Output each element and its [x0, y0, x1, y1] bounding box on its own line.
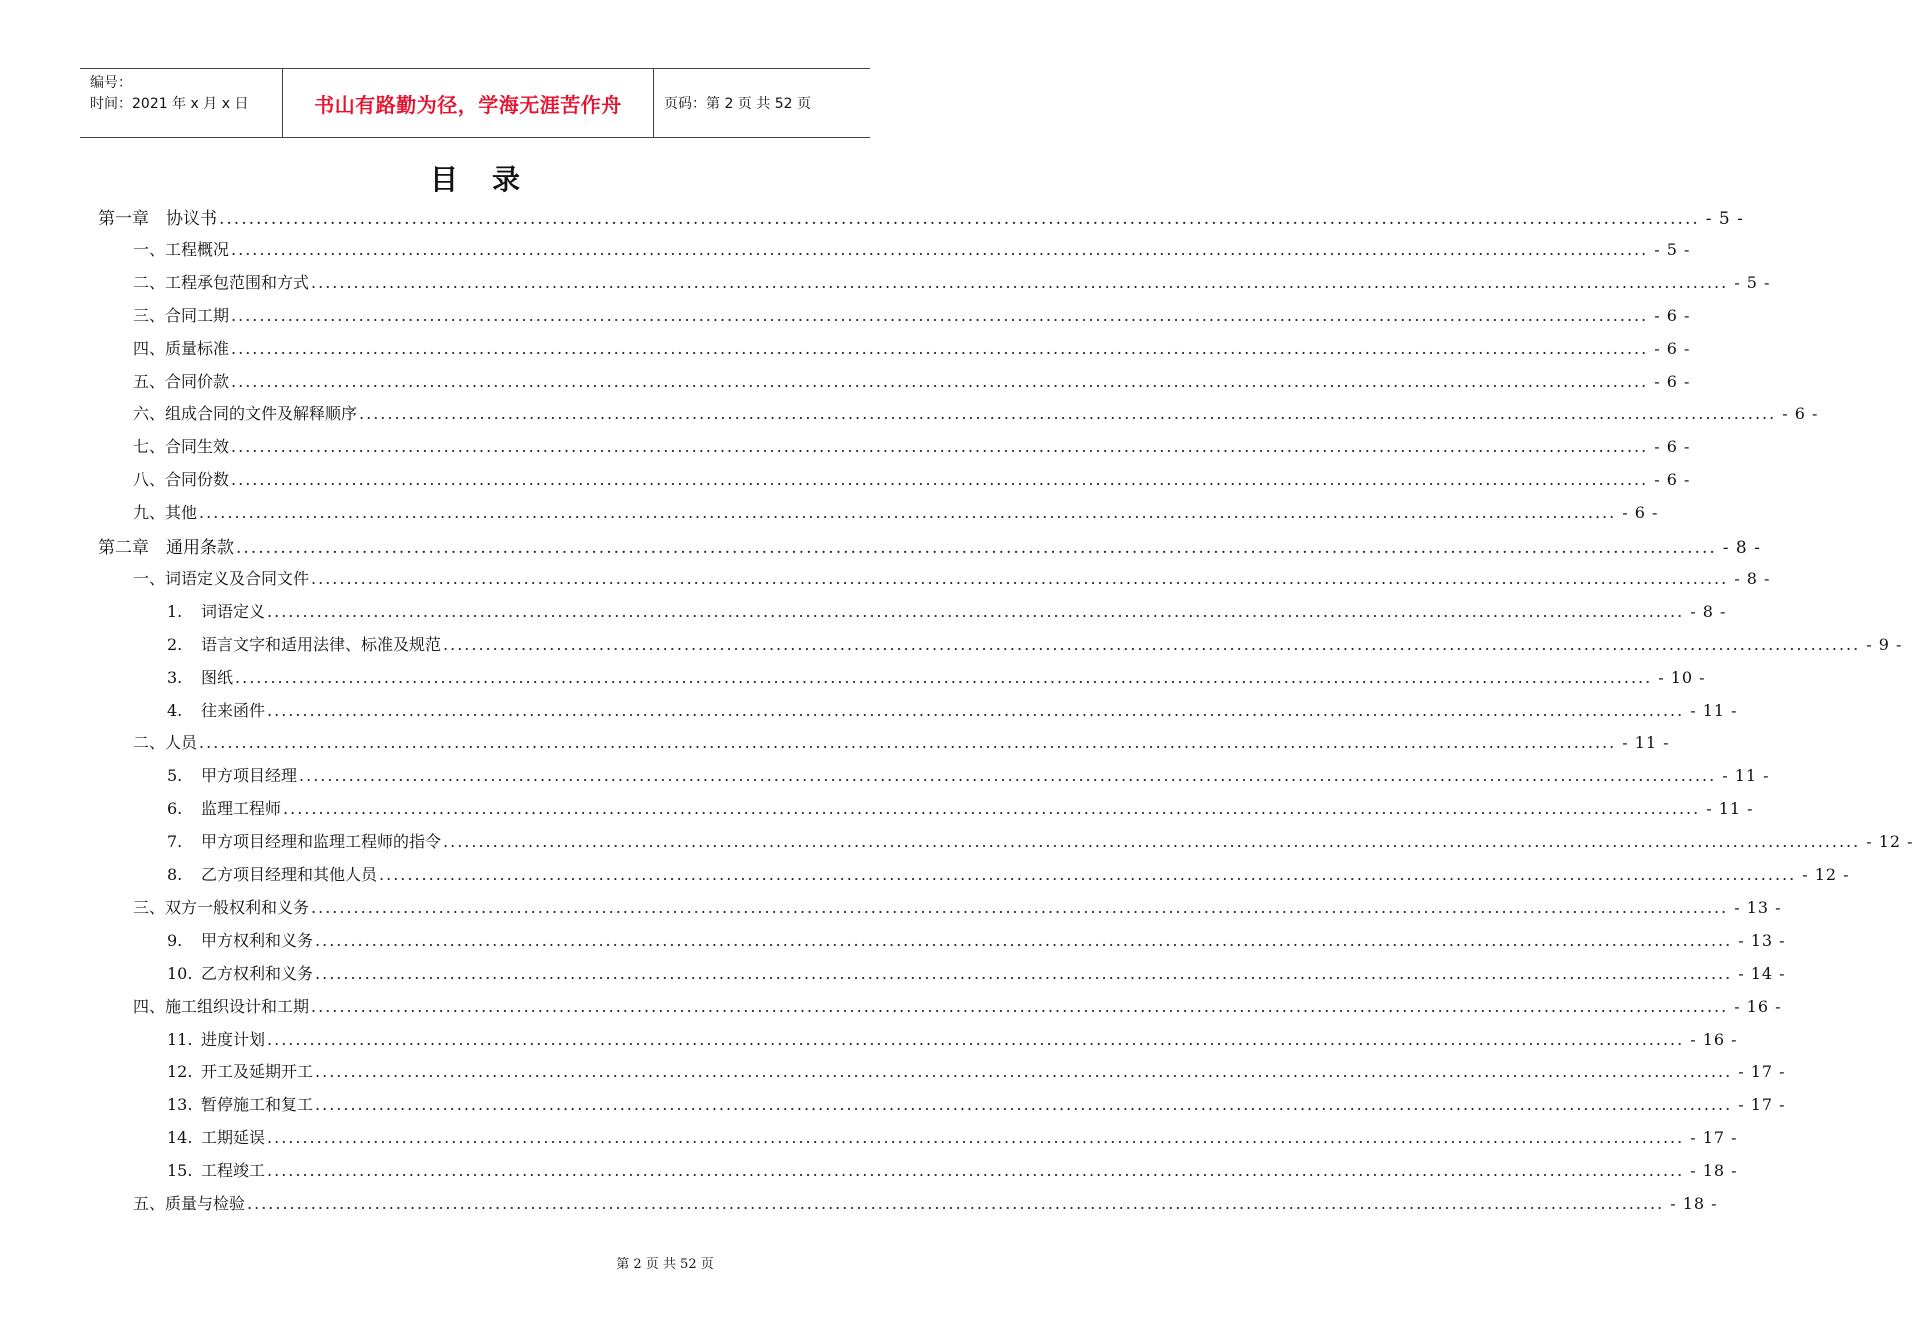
toc-entry-label — [133, 237, 229, 260]
toc-entry-label — [133, 730, 197, 753]
document-number-label: 编号： — [90, 75, 132, 91]
toc-leader-dots: ........................................................................................................................................................................................................ — [199, 503, 1617, 523]
toc-entry-title: 词语定义 — [201, 601, 266, 621]
toc-entry-title: 开工及延期开工 — [201, 1062, 314, 1082]
toc-entry-label — [133, 369, 229, 392]
toc-leader-dots: ........................................................................................................................................................................................................ — [443, 832, 1861, 852]
toc-leader-dots: ........................................................................................................................................................................................................ — [315, 1095, 1733, 1115]
toc-entry-page: - 13 - — [1734, 897, 1782, 917]
toc-entry[interactable] — [133, 270, 1771, 294]
toc-entry-number: 15. — [167, 1161, 193, 1181]
toc-entry-number: 10. — [167, 963, 193, 983]
toc-entry-page: - 18 - — [1670, 1194, 1718, 1213]
toc-leader-dots: ........................................................................................................................................................................................................ — [267, 1029, 1685, 1049]
toc-entry-page: - 12 - — [1866, 832, 1914, 852]
toc-entry-title: 工期延误 — [201, 1128, 266, 1148]
toc-entry[interactable] — [133, 895, 1782, 919]
toc-entry[interactable] — [167, 632, 1903, 656]
toc-entry-label — [167, 763, 297, 786]
toc-leader-dots: ........................................................................................................................................................................................................ — [267, 700, 1685, 720]
toc-entry-number: 1. — [167, 601, 183, 621]
toc-entry-title: 往来函件 — [201, 700, 266, 720]
toc-entry[interactable] — [133, 730, 1670, 754]
toc-entry-number: 4. — [167, 700, 183, 720]
toc-entry-label — [167, 1158, 265, 1181]
page-header — [80, 68, 870, 138]
toc-entry-page: - 11 - — [1706, 799, 1754, 819]
toc-leader-dots: ........................................................................................................................................................................................................ — [231, 437, 1649, 457]
toc-entry-title: 三、合同工期 — [133, 305, 230, 325]
toc-leader-dots: ........................................................................................................................................................................................................ — [231, 338, 1649, 358]
toc-leader-dots: ........................................................................................................................................................................................................ — [247, 1194, 1665, 1213]
toc-leader-dots: ........................................................................................................................................................................................................ — [315, 930, 1733, 950]
toc-entry-title: 四、施工组织设计和工期 — [133, 996, 310, 1016]
toc-leader-dots: ........................................................................................................................................................................................................ — [443, 634, 1861, 654]
toc-entry-title: 四、质量标准 — [133, 338, 230, 358]
toc-entry-page: - 6 - — [1654, 305, 1691, 325]
toc-entry-page: - 14 - — [1738, 963, 1786, 983]
toc-entry-label — [133, 566, 309, 589]
toc-entry-page: - 11 - — [1722, 766, 1770, 786]
toc-entry[interactable] — [167, 599, 1727, 623]
toc-entry[interactable] — [133, 237, 1691, 261]
toc-entry-label — [167, 599, 265, 622]
toc-entry-title: 暂停施工和复工 — [201, 1095, 314, 1115]
toc-entry-title: 五、质量与检验 — [133, 1194, 246, 1213]
toc-leader-dots: ........................................................................................................................................................................................................ — [283, 799, 1701, 819]
toc-leader-dots: ........................................................................................................................................................................................................ — [315, 1062, 1733, 1082]
toc-entry[interactable] — [133, 566, 1771, 590]
toc-entry-page: - 5 - — [1654, 239, 1691, 259]
toc-entry-page: - 16 - — [1690, 1029, 1738, 1049]
toc-entry-page: - 6 - — [1782, 404, 1819, 424]
toc-entry-number: 9. — [167, 930, 183, 950]
toc-leader-dots: ........................................................................................................................................................................................................ — [299, 766, 1717, 786]
toc-entry-number: 11. — [167, 1029, 193, 1049]
toc-entry-page: - 11 - — [1622, 733, 1670, 753]
toc-entry-page: - 6 - — [1654, 470, 1691, 490]
toc-entry-label — [133, 467, 229, 490]
header-meta — [80, 69, 282, 137]
toc-leader-dots: ........................................................................................................................................................................................................ — [231, 305, 1649, 325]
toc-leader-dots: ........................................................................................................................................................................................................ — [311, 272, 1729, 292]
toc-leader-dots: ........................................................................................................................................................................................................ — [311, 897, 1729, 917]
toc-leader-dots: ........................................................................................................................................................................................................ — [231, 470, 1649, 490]
toc-entry[interactable] — [167, 665, 1706, 689]
toc-entry-label — [133, 500, 197, 523]
toc-entry-page: - 12 - — [1802, 865, 1850, 884]
toc-entry-title: 乙方权利和义务 — [201, 963, 314, 983]
toc-entry-page: - 17 - — [1690, 1128, 1738, 1148]
toc-leader-dots: ........................................................................................................................................................................................................ — [236, 538, 1717, 558]
toc-entry-label — [167, 1092, 313, 1115]
toc-entry-label — [133, 270, 309, 293]
toc-entry-page: - 8 - — [1690, 601, 1727, 621]
toc-entry[interactable] — [167, 1059, 1786, 1083]
toc-entry[interactable] — [167, 1092, 1786, 1116]
toc-entry[interactable] — [167, 1158, 1738, 1182]
toc-entry-title: 八、合同份数 — [133, 470, 230, 490]
toc-entry-label — [167, 1027, 265, 1050]
toc-entry-title: 七、合同生效 — [133, 437, 230, 457]
toc-entry-label — [98, 533, 234, 558]
toc-entry-title: 六、组成合同的文件及解释顺序 — [133, 404, 358, 424]
toc-entry-page: - 6 - — [1654, 437, 1691, 457]
toc-entry[interactable] — [167, 1027, 1738, 1051]
toc-entry-number: 3. — [167, 667, 183, 687]
toc-leader-dots: ........................................................................................................................................................................................................ — [199, 733, 1617, 753]
toc-entry-title: 工程竣工 — [201, 1161, 266, 1181]
toc-leader-dots: ........................................................................................................................................................................................................ — [379, 865, 1797, 884]
toc-entry-label — [133, 401, 357, 424]
toc-entry[interactable] — [167, 698, 1738, 722]
toc-leader-dots: ........................................................................................................................................................................................................ — [311, 568, 1729, 588]
toc-entry-title: 进度计划 — [201, 1029, 266, 1049]
toc-entry[interactable] — [167, 796, 1754, 820]
header-page-info: 页码：第 2 页 共 52 页 — [664, 96, 811, 112]
toc-entry[interactable] — [98, 533, 1761, 558]
toc-entry-page: - 6 - — [1654, 338, 1691, 358]
toc-entry-number: 6. — [167, 799, 183, 819]
toc-leader-dots: ........................................................................................................................................................................................................ — [359, 404, 1777, 424]
toc-entry-page: - 11 - — [1690, 700, 1738, 720]
toc-entry-label — [167, 928, 313, 951]
toc-entry[interactable] — [133, 1191, 1718, 1215]
toc-entry-label — [133, 994, 309, 1017]
toc-entry-number: 8. — [167, 865, 183, 884]
toc-entry[interactable] — [133, 369, 1691, 393]
toc-entry-label — [133, 434, 229, 457]
toc-entry-page: - 8 - — [1734, 568, 1771, 588]
toc-entry-number: 7. — [167, 832, 183, 852]
toc-entry[interactable] — [133, 500, 1659, 524]
header-motto: 书山有路勤为径，学海无涯苦作舟 — [282, 69, 654, 137]
toc-entry-number: 14. — [167, 1128, 193, 1148]
toc-entry-title: 一、工程概况 — [133, 239, 230, 259]
toc-entry-title: 五、合同价款 — [133, 371, 230, 391]
toc-entry-page: - 6 - — [1654, 371, 1691, 391]
toc-leader-dots: ........................................................................................................................................................................................................ — [231, 371, 1649, 391]
toc-leader-dots: ........................................................................................................................................................................................................ — [267, 601, 1685, 621]
toc-entry-page: - 6 - — [1622, 503, 1659, 523]
toc-entry-title: 监理工程师 — [201, 799, 282, 819]
toc-entry[interactable] — [133, 434, 1691, 458]
document-date: 时间：2021 年 x 月 x 日 — [90, 96, 249, 112]
toc-entry[interactable] — [167, 763, 1770, 787]
toc-entry-label — [167, 796, 281, 819]
toc-entry-title: 语言文字和适用法律、标准及规范 — [201, 634, 442, 654]
toc-entry-label — [133, 336, 229, 359]
toc-entry-page: - 18 - — [1690, 1161, 1738, 1181]
toc-entry-label — [167, 829, 441, 852]
toc-entry-label — [133, 895, 309, 918]
toc-entry-title: 二、人员 — [133, 733, 198, 753]
toc-entry-label — [167, 632, 441, 655]
toc-entry[interactable] — [133, 994, 1782, 1018]
toc-entry-title: 九、其他 — [133, 503, 198, 523]
toc-entry-page: - 10 - — [1658, 667, 1706, 687]
toc-entry-label — [167, 1059, 313, 1082]
toc-entry[interactable] — [167, 1125, 1738, 1149]
toc-entry-title: 三、双方一般权利和义务 — [133, 897, 310, 917]
toc-entry-label — [167, 961, 313, 984]
toc-entry-title: 一、词语定义及合同文件 — [133, 568, 310, 588]
toc-leader-dots: ........................................................................................................................................................................................................ — [267, 1161, 1685, 1181]
toc-entry-page: - 13 - — [1738, 930, 1786, 950]
toc-entry[interactable] — [167, 862, 1850, 886]
toc-entry-title: 甲方项目经理 — [201, 766, 298, 786]
toc-entry-label — [167, 698, 265, 721]
toc-entry-label — [167, 862, 377, 885]
toc-leader-dots: ........................................................................................................................................................................................................ — [315, 963, 1733, 983]
toc-entry-title: 第二章 通用条款 — [98, 538, 234, 558]
toc-entry-page: - 8 - — [1722, 538, 1761, 558]
toc-entry-number: 12. — [167, 1062, 193, 1082]
toc-entry[interactable] — [167, 829, 1914, 853]
toc-entry-number: 13. — [167, 1095, 193, 1115]
toc-leader-dots: ........................................................................................................................................................................................................ — [235, 667, 1653, 687]
toc-entry-number: 5. — [167, 766, 183, 786]
toc-entry-label — [167, 1125, 265, 1148]
toc-entry-page: - 5 - — [1705, 209, 1744, 229]
toc-entry-label — [98, 204, 217, 229]
toc-entry[interactable] — [133, 336, 1691, 360]
toc-entry-title: 图纸 — [201, 667, 234, 687]
page-footer: 第 2 页 共 52 页 — [616, 1257, 714, 1272]
toc-entry-label — [133, 1191, 245, 1214]
toc-entry[interactable] — [133, 303, 1691, 327]
toc-entry-label — [133, 303, 229, 326]
toc-entry-title: 第一章 协议书 — [98, 209, 217, 229]
toc-entry-label — [167, 665, 233, 688]
toc-leader-dots: ........................................................................................................................................................................................................ — [311, 996, 1729, 1016]
toc-leader-dots: ........................................................................................................................................................................................................ — [219, 209, 1700, 229]
toc-entry-page: - 17 - — [1738, 1095, 1786, 1115]
toc-entry[interactable] — [167, 961, 1786, 985]
toc-leader-dots: ........................................................................................................................................................................................................ — [267, 1128, 1685, 1148]
toc-leader-dots: ........................................................................................................................................................................................................ — [231, 239, 1649, 259]
toc-entry[interactable] — [167, 928, 1786, 952]
toc-entry[interactable] — [133, 467, 1691, 491]
toc-entry-page: - 5 - — [1734, 272, 1771, 292]
toc-entry-title: 二、工程承包范围和方式 — [133, 272, 310, 292]
toc-entry-title: 甲方项目经理和监理工程师的指令 — [201, 832, 442, 852]
toc-entry-page: - 17 - — [1738, 1062, 1786, 1082]
toc-entry-title: 甲方权利和义务 — [201, 930, 314, 950]
page-title: 目录 — [429, 163, 554, 196]
toc-entry-page: - 9 - — [1866, 634, 1903, 654]
toc-entry[interactable] — [98, 204, 1744, 229]
toc-entry-page: - 16 - — [1734, 996, 1782, 1016]
toc-entry-number: 2. — [167, 634, 183, 654]
toc-entry-title: 乙方项目经理和其他人员 — [201, 865, 378, 884]
toc-entry[interactable] — [133, 401, 1819, 425]
